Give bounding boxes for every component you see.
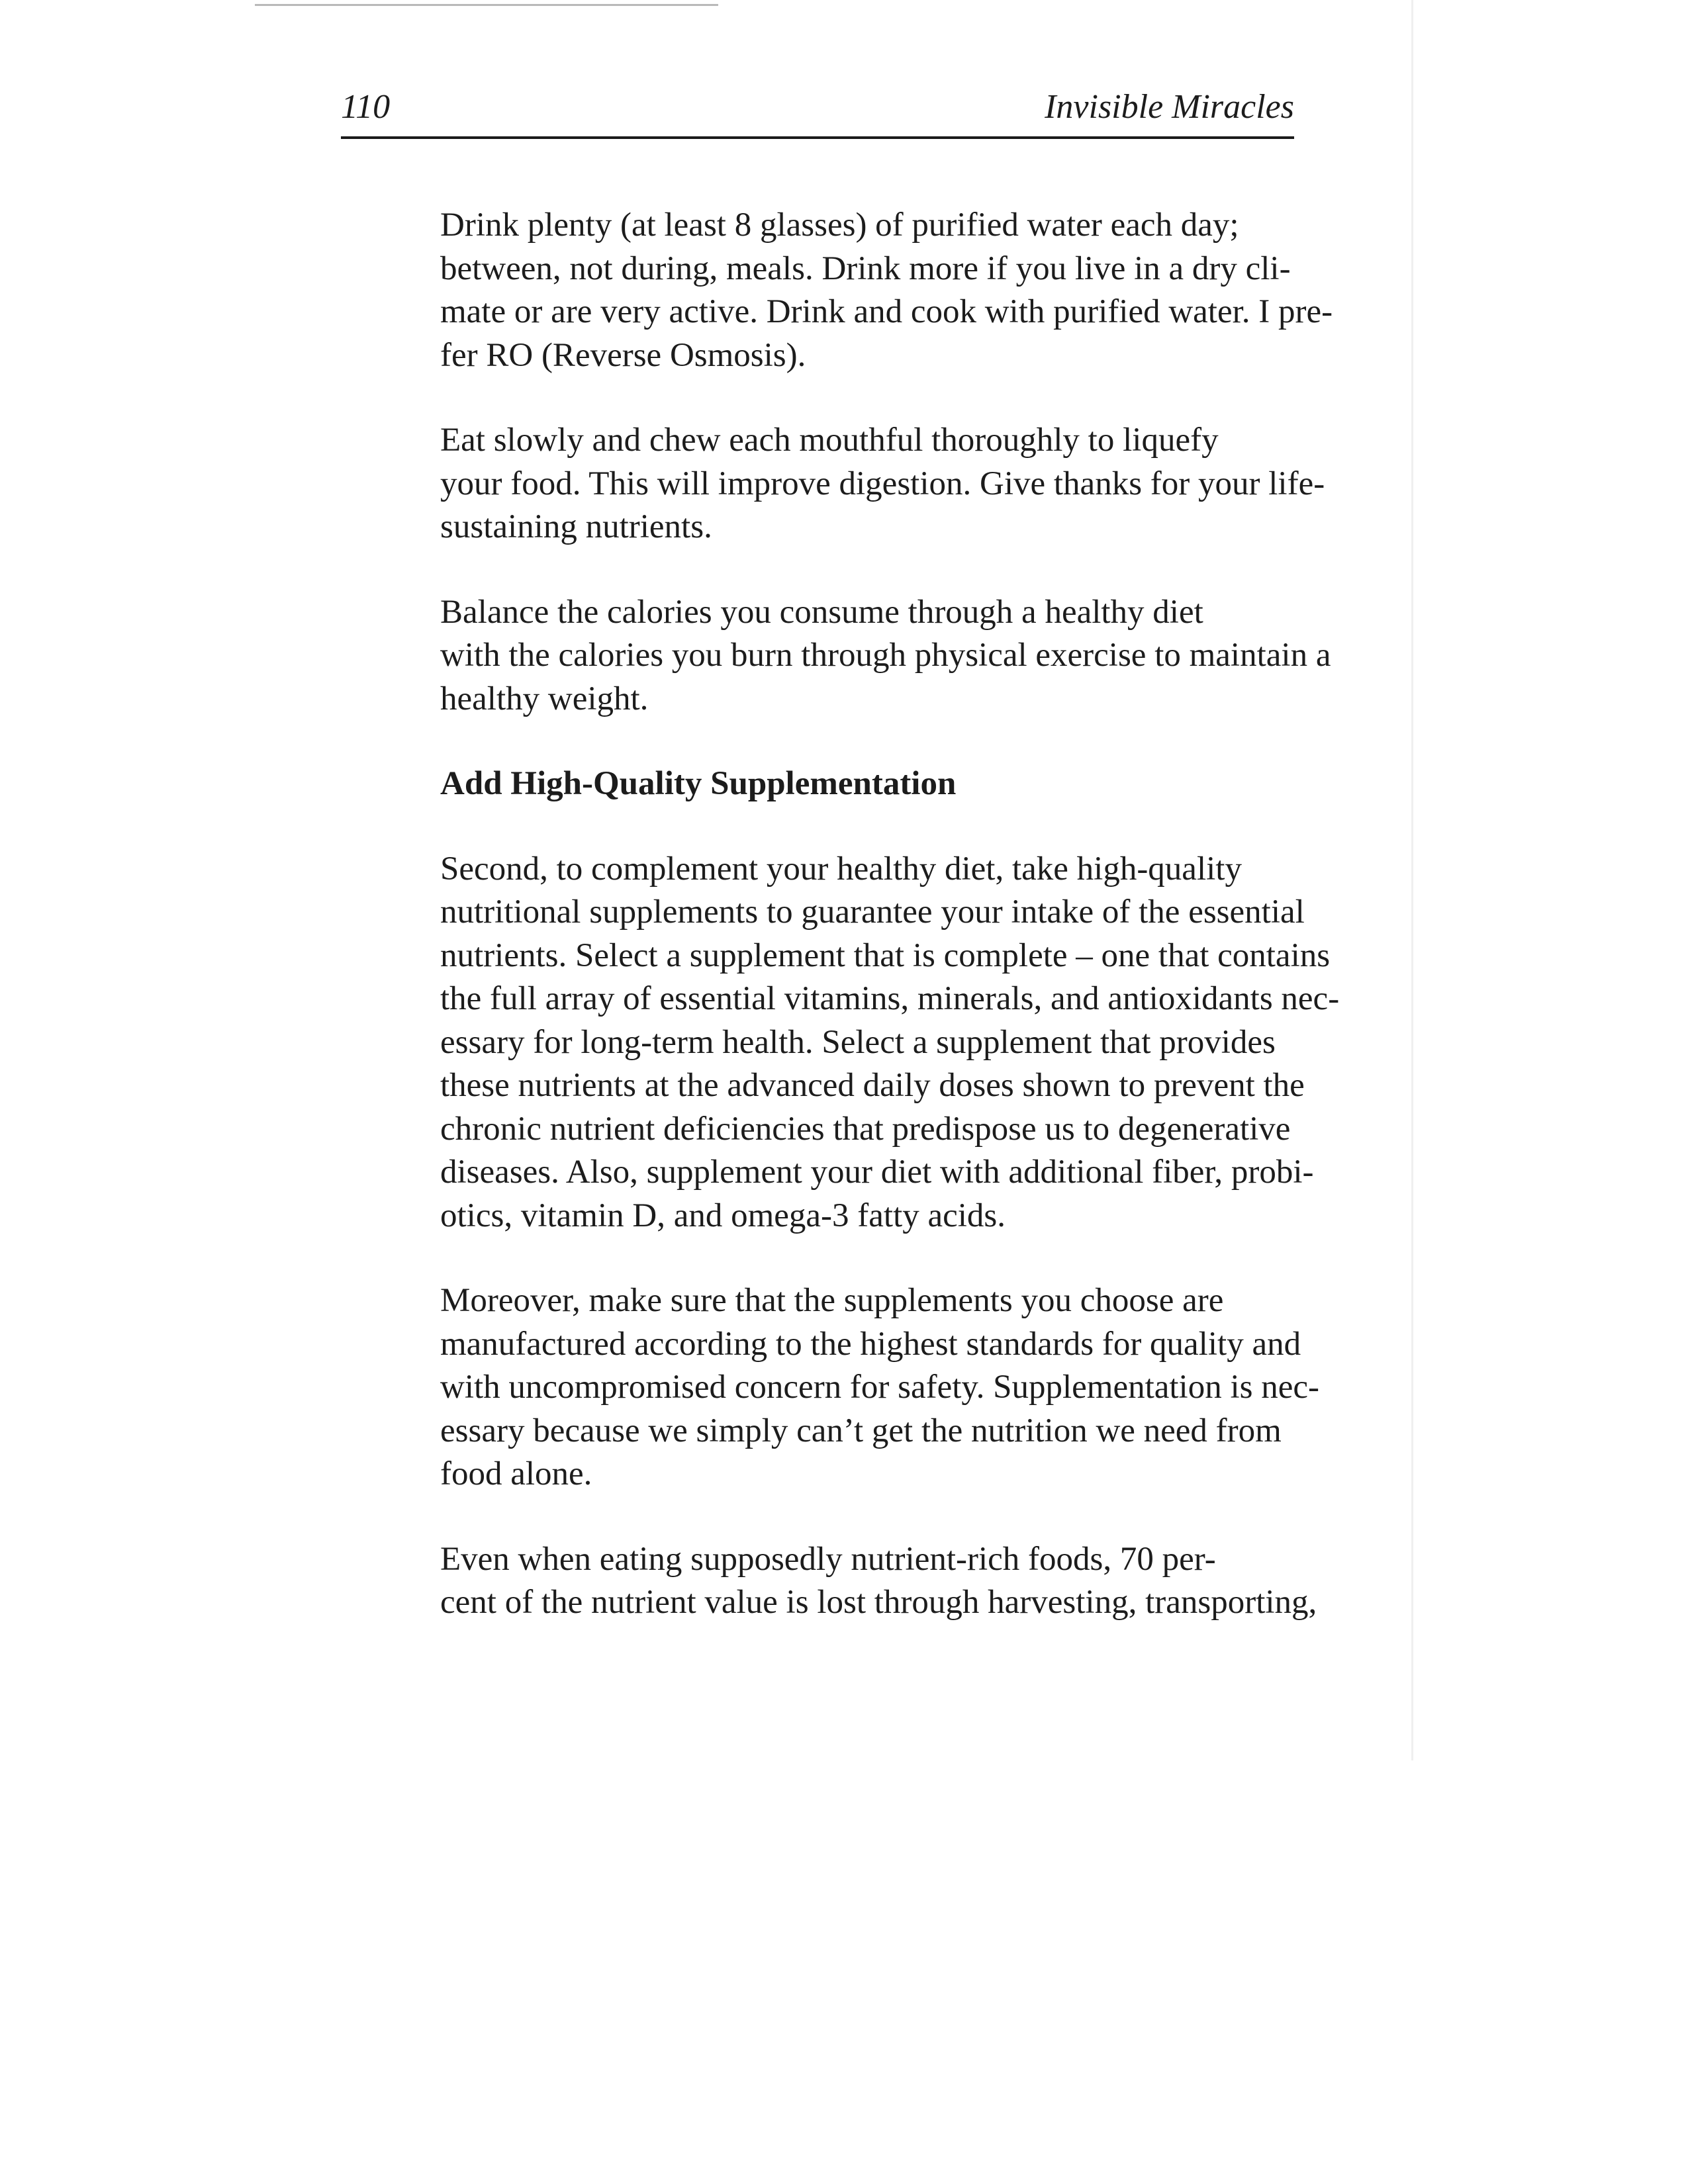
text-line: manufactured according to the highest standards for quality and	[440, 1325, 1301, 1363]
paragraph	[341, 848, 1340, 1238]
text-line: Eat slowly and chew each mouthful thoroughly to liquefy	[440, 422, 1219, 459]
text-line: chronic nutrient deficiencies that predispose us to degenerative	[440, 1110, 1291, 1148]
header-rule	[341, 136, 1294, 139]
text-line: otics, vitamin D, and omega-3 fatty acids.	[440, 1197, 1006, 1234]
book-page	[341, 79, 1340, 1666]
text-line: Drink plenty (at least 8 glasses) of purified water each day;	[440, 206, 1239, 244]
text-line: healthy weight.	[440, 680, 649, 717]
text-line: mate or are very active. Drink and cook with purified water. I pre-	[440, 293, 1333, 330]
page-number: 110	[341, 88, 391, 126]
scan-artifact-page-edge	[1411, 0, 1413, 1760]
running-head	[341, 79, 1294, 135]
paragraph	[341, 419, 1325, 549]
text-line: essary for long-term health. Select a supplement that provides	[440, 1023, 1276, 1061]
text-line: nutrients. Select a supplement that is complete – one that contains	[440, 936, 1331, 974]
paragraph	[341, 1538, 1317, 1625]
text-line: food alone.	[440, 1455, 592, 1492]
text-line: your food. This will improve digestion. Give thanks for your life-	[440, 465, 1325, 502]
text-line: Even when eating supposedly nutrient-rich foods, 70 per-	[440, 1540, 1216, 1578]
text-line: Moreover, make sure that the supplements you choose are	[440, 1282, 1224, 1319]
body-text	[341, 204, 1340, 1625]
text-line: fer RO (Reverse Osmosis).	[440, 336, 806, 374]
text-line: with the calories you burn through physical exercise to maintain a	[440, 637, 1331, 674]
text-line: Balance the calories you consume through a healthy diet	[440, 593, 1203, 631]
text-line: the full array of essential vitamins, minerals, and antioxidants nec-	[440, 980, 1340, 1017]
text-line: cent of the nutrient value is lost through harvesting, transporting,	[440, 1584, 1317, 1621]
text-line: Second, to complement your healthy diet, take high-quality	[440, 850, 1242, 887]
text-line: between, not during, meals. Drink more if you live in a dry cli-	[440, 250, 1291, 287]
scan-artifact-top-line	[255, 4, 718, 6]
text-line: essary because we simply can’t get the nutrition we need from	[440, 1412, 1282, 1449]
running-head-title: Invisible Miracles	[1045, 88, 1294, 126]
paragraph	[341, 1279, 1319, 1496]
paragraph	[341, 204, 1333, 377]
text-line: sustaining nutrients.	[440, 508, 712, 545]
text-line: nutritional supplements to guarantee your intake of the essential	[440, 893, 1305, 931]
paragraph	[341, 591, 1331, 721]
text-line: diseases. Also, supplement your diet with additional fiber, probi-	[440, 1154, 1314, 1191]
text-line: with uncompromised concern for safety. Supplementation is nec-	[440, 1369, 1319, 1406]
text-line: these nutrients at the advanced daily doses shown to prevent the	[440, 1067, 1305, 1104]
section-heading: Add High-Quality Supplementation	[440, 765, 957, 802]
